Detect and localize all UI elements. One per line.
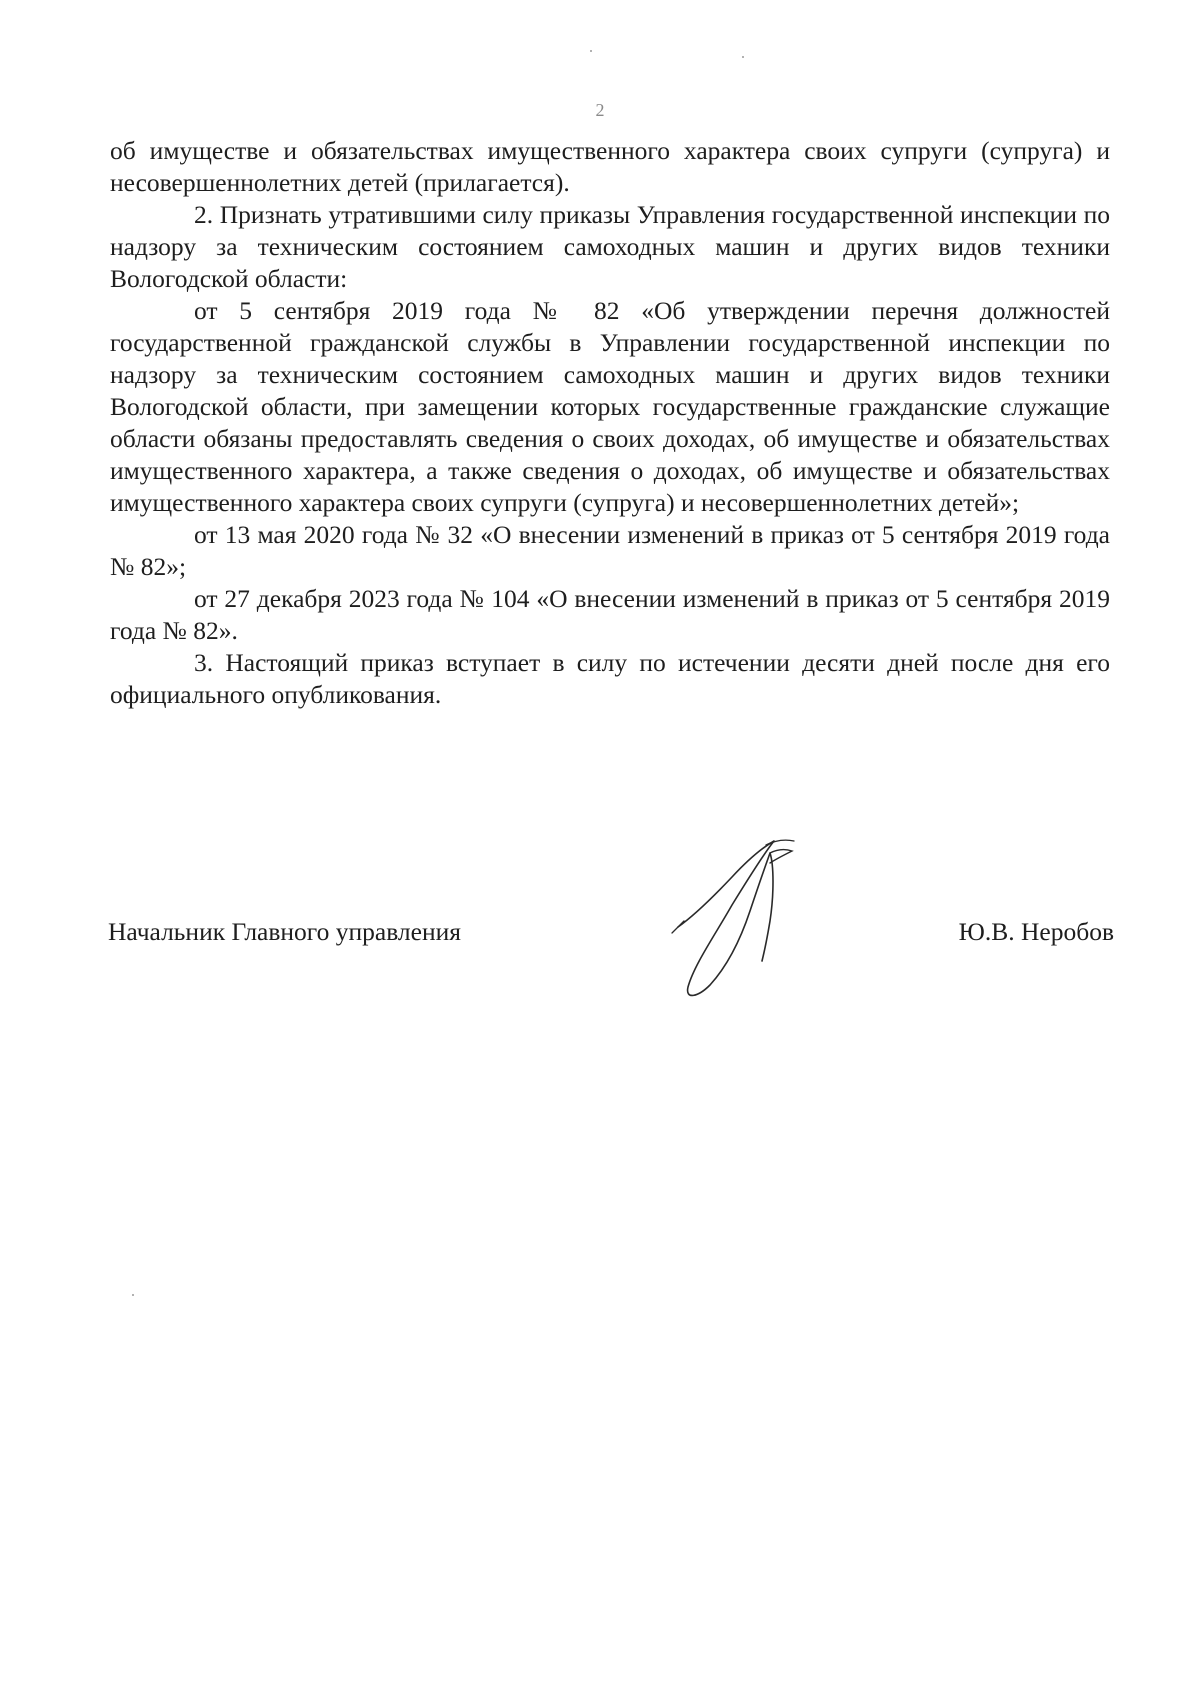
page-number: 2 <box>595 100 605 120</box>
scan-speck <box>742 56 744 58</box>
handwritten-signature <box>670 835 830 1005</box>
signatory-position: Начальник Главного управления <box>108 917 461 946</box>
order-text <box>110 135 1110 711</box>
paragraph-item-2: 2. Признать утратившими силу приказы Управления государственной инспекции по надзору за техническим состоянием самоходных машин и других видов техники Вологодской области: <box>110 200 1110 293</box>
scan-speck <box>590 50 592 52</box>
paragraph-order-2020: от 13 мая 2020 года № 32 «О внесении изменений в приказ от 5 сентября 2019 года № 82»; <box>110 520 1110 581</box>
paragraph-continuation: об имуществе и обязательствах имущественного характера своих супруги (супруга) и несовершеннолетних детей (прилагается). <box>110 136 1110 197</box>
paragraph-order-2019: от 5 сентября 2019 года № 82 «Об утверждении перечня должностей государственной гражданской службы в Управлении государственной инспекции по надзору за техническим состоянием самоходных машин и других видов техники Вологодской области, при замещении которых государственные гражданские служащие области обязаны предоставлять сведения о своих доходах, об имуществе и обязательствах имущественного характера, а также сведения о доходах, об имуществе и обязательствах имущественного характера своих супруги (супруга) и несовершеннолетних детей»; <box>110 296 1110 517</box>
scan-speck <box>132 1294 134 1296</box>
paragraph-order-2023: от 27 декабря 2023 года № 104 «О внесении изменений в приказ от 5 сентября 2019 года № 82». <box>110 584 1110 645</box>
paragraph-item-3: 3. Настоящий приказ вступает в силу по истечении десяти дней после дня его официального опубликования. <box>110 648 1110 709</box>
signatory-name: Ю.В. Неробов <box>958 917 1114 946</box>
